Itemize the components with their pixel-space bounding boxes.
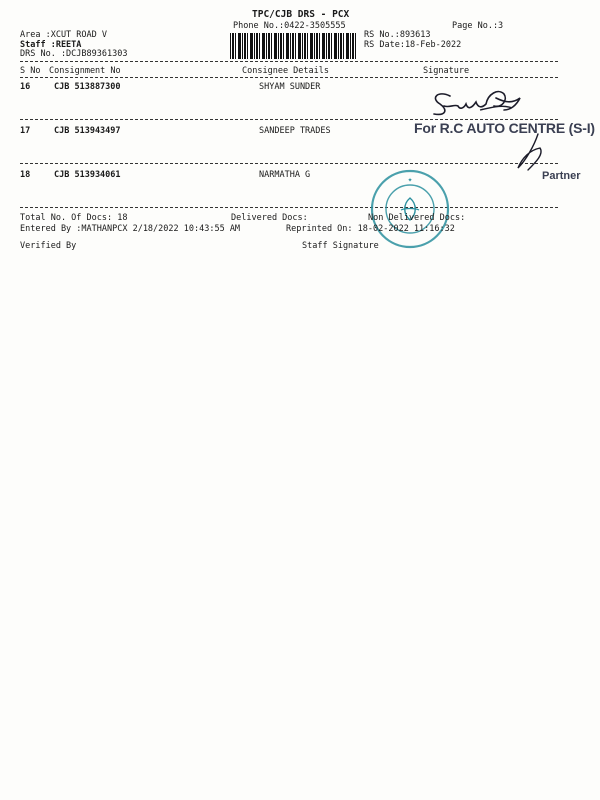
row-consignee: NARMATHA G [259, 170, 311, 180]
barcode [230, 33, 358, 59]
verified-by: Verified By [20, 241, 77, 251]
delivered-docs: Delivered Docs: [231, 213, 308, 223]
svg-text:✦: ✦ [407, 178, 413, 184]
phone-number: Phone No.:0422-3505555 [233, 21, 346, 31]
stamp-role: Partner [542, 170, 581, 182]
column-header-consignment: Consignment No [49, 66, 121, 76]
total-docs: Total No. Of Docs: 18 [20, 213, 128, 223]
reprinted-on: Reprinted On: 18-02-2022 11:16:32 [286, 224, 455, 234]
row-consignment: CJB 513934061 [54, 170, 121, 180]
non-delivered-docs: Non Delivered Docs: [368, 213, 466, 223]
divider [20, 207, 558, 208]
staff-field: Staff :REETA [20, 40, 82, 50]
row-consignment: CJB 513887300 [54, 82, 121, 92]
column-header-consignee: Consignee Details [242, 66, 329, 76]
row-sno: 17 [20, 126, 31, 136]
column-header-signature: Signature [423, 66, 470, 76]
area-field: Area :XCUT ROAD V [20, 30, 107, 40]
row-consignment: CJB 513943497 [54, 126, 121, 136]
rs-number: RS No.:893613 [364, 30, 431, 40]
divider [20, 77, 558, 78]
column-header-sno: S No [20, 66, 41, 76]
row-sno: 18 [20, 170, 31, 180]
round-seal [369, 168, 451, 250]
entered-by: Entered By :MATHANPCX 2/18/2022 10:43:55 AM [20, 224, 241, 234]
row-consignee: SANDEEP TRADES [259, 126, 331, 136]
drs-number: DRS No. :DCJB89361303 [20, 49, 128, 59]
company-stamp: For R.C AUTO CENTRE (S-I) [414, 120, 595, 136]
rs-date: RS Date:18-Feb-2022 [364, 40, 462, 50]
divider [20, 61, 558, 62]
row-sno: 16 [20, 82, 31, 92]
page-number: Page No.:3 [452, 21, 504, 31]
row-consignee: SHYAM SUNDER [259, 82, 321, 92]
staff-signature-label: Staff Signature [302, 241, 379, 251]
document-title: TPC/CJB DRS - PCX [252, 9, 350, 20]
